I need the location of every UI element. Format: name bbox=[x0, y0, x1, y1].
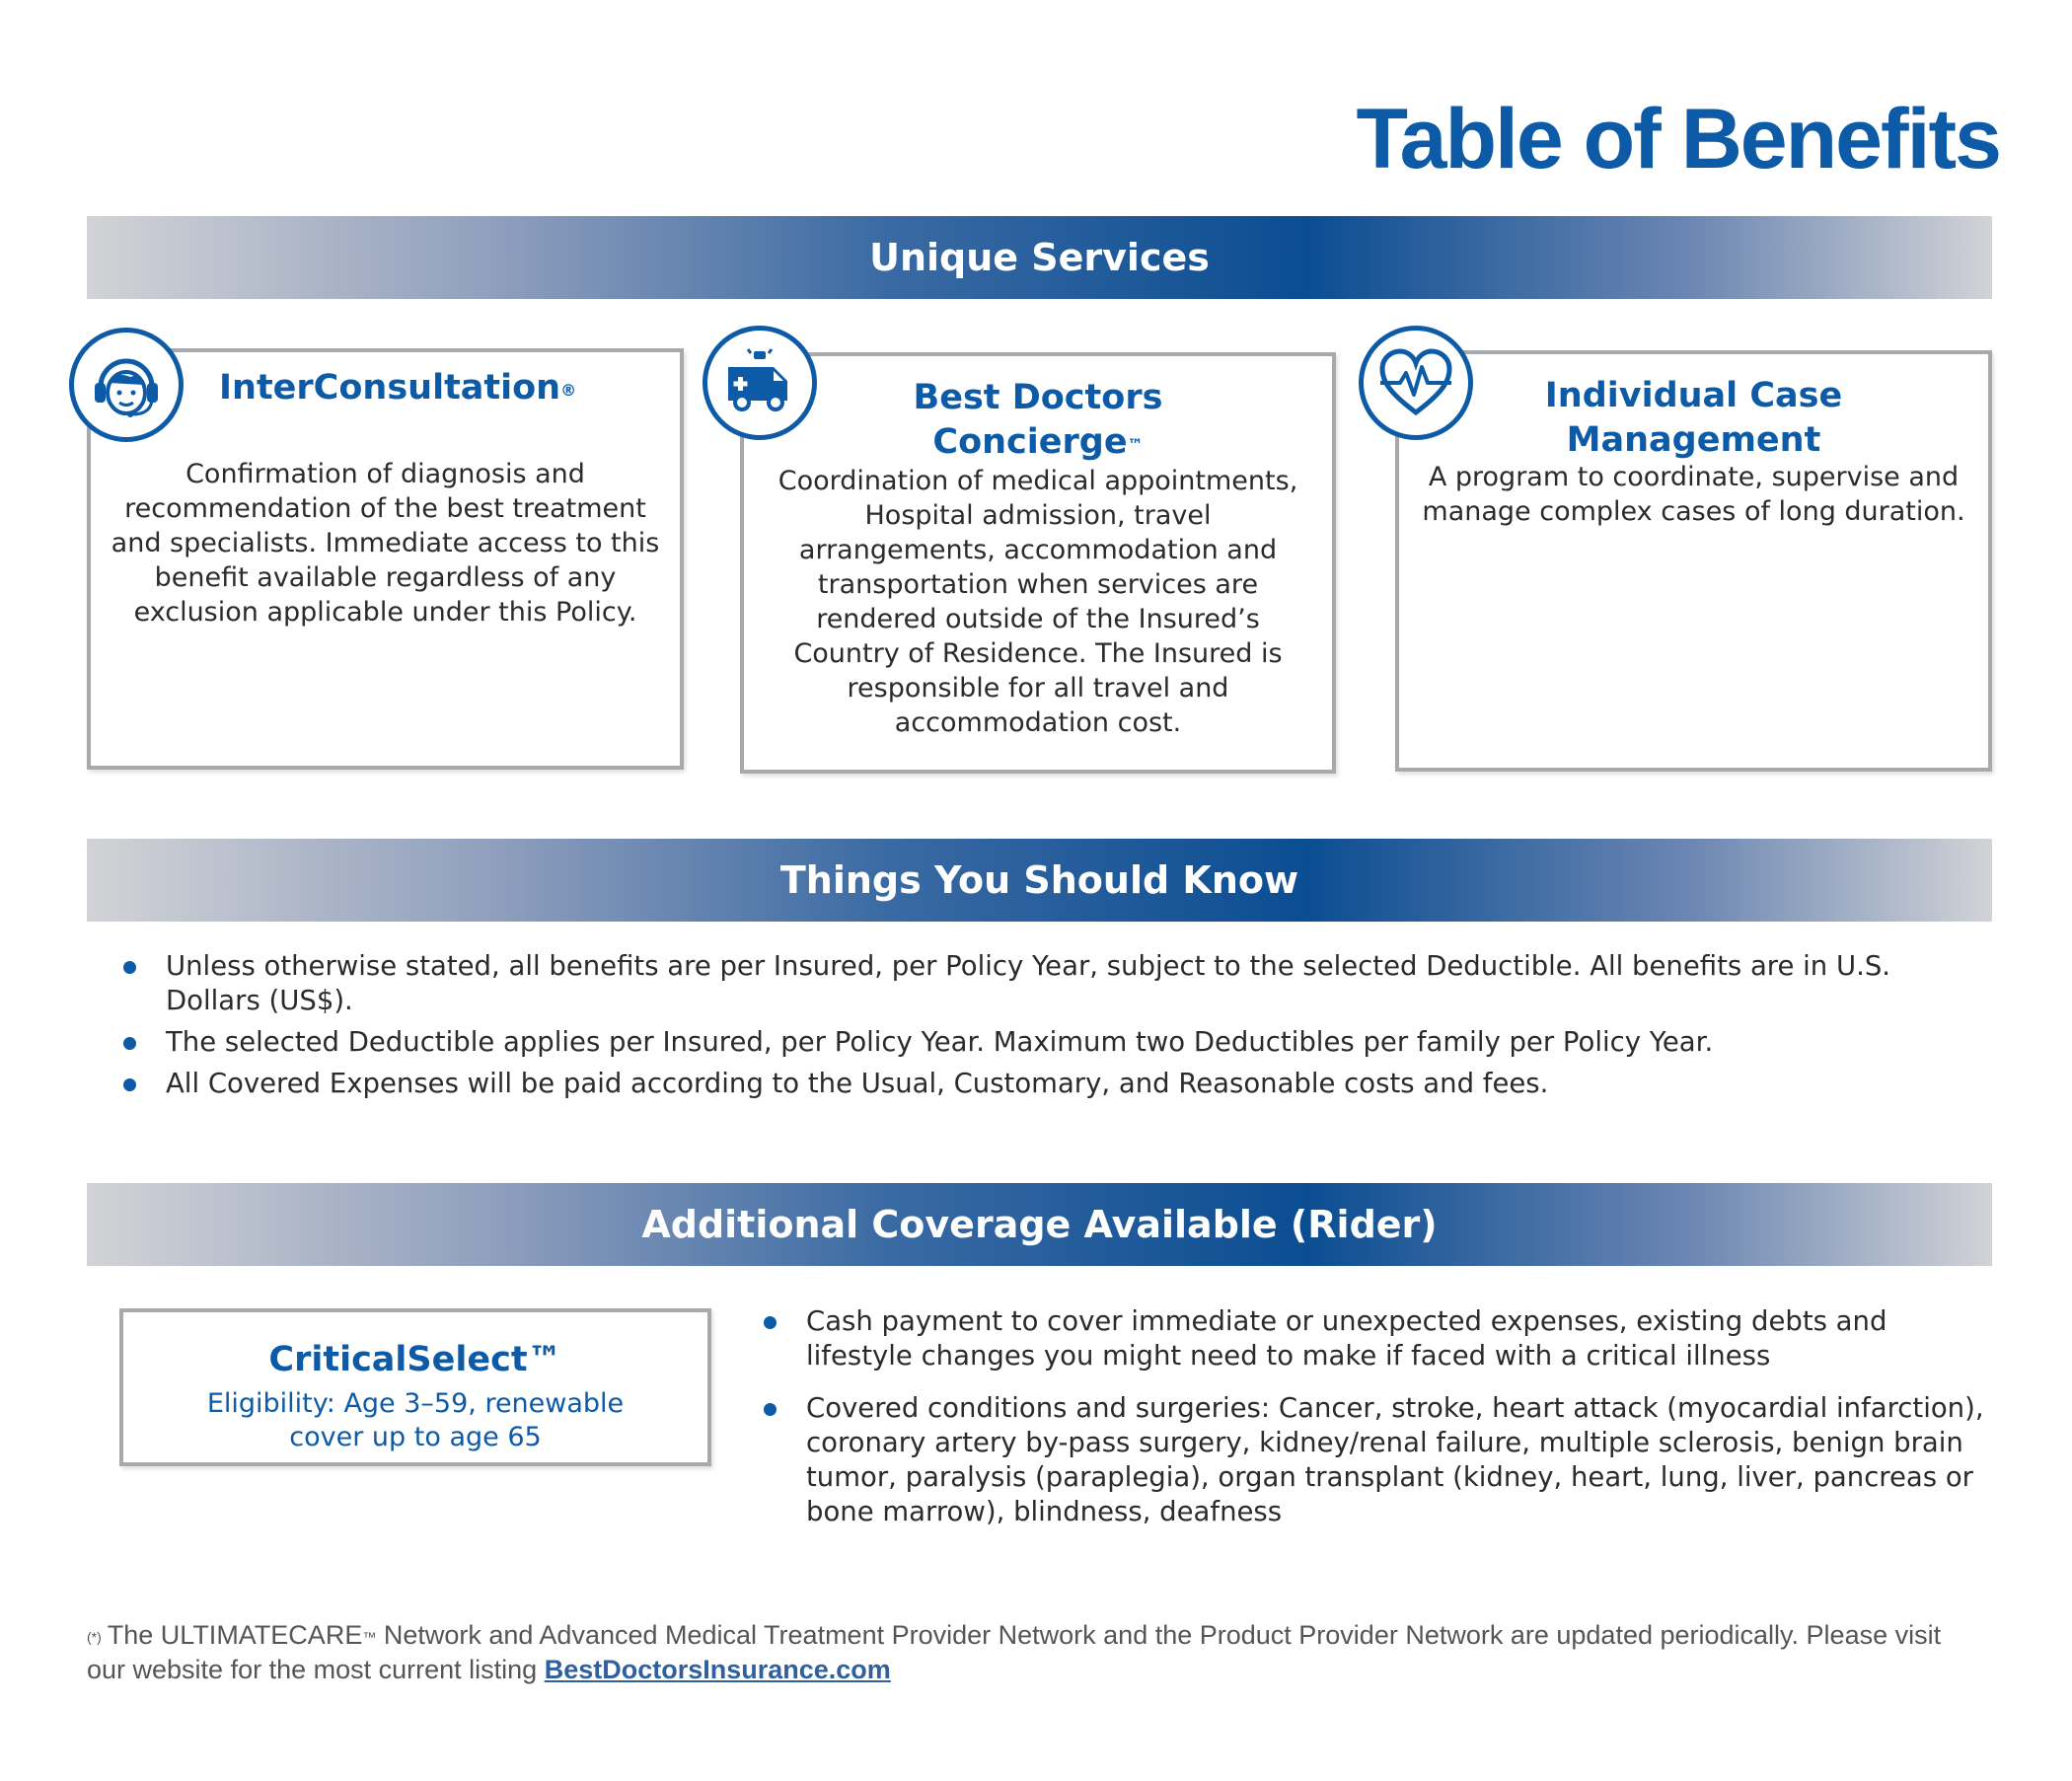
card-description: A program to coordinate, supervise and manage complex cases of long duration. bbox=[1422, 462, 1965, 527]
section-header-unique-services: Unique Services bbox=[87, 216, 1992, 299]
list-item: All Covered Expenses will be paid according to the Usual, Customary, and Reasonable costs and fees. bbox=[116, 1067, 1991, 1101]
rider-eligibility: Eligibility: Age 3–59, renewable cover up to age 65 bbox=[206, 1388, 625, 1452]
list-item: Covered conditions and surgeries: Cancer, stroke, heart attack (myocardial infarction), coronary artery by-pass surgery, kidney/renal failure, multiple sclerosis, benign brain tumor, paralysis (paraplegia), organ transplant (kidney, heart, lung, liver, pancreas or bone marrow), blindness, deafness bbox=[760, 1391, 1993, 1529]
card-title: InterConsultation® bbox=[219, 368, 577, 408]
rider-card-criticalselect bbox=[119, 1308, 711, 1466]
rider-title: CriticalSelect™ bbox=[268, 1340, 562, 1379]
things-to-know-list bbox=[116, 949, 1991, 1108]
list-item: Unless otherwise stated, all benefits are per Insured, per Policy Year, subject to the selected Deductible. All benefits are in U.S. Dollars (US$). bbox=[116, 949, 1991, 1018]
page-title: Table of Benefits bbox=[1356, 92, 2000, 186]
list-item: The selected Deductible applies per Insured, per Policy Year. Maximum two Deductibles per family per Policy Year. bbox=[116, 1025, 1991, 1060]
benefit-card-case-management bbox=[1395, 350, 1992, 772]
headset-icon bbox=[69, 328, 184, 442]
card-title: Individual Case Management bbox=[1544, 376, 1843, 460]
heart-pulse-icon bbox=[1359, 326, 1473, 440]
ambulance-icon bbox=[703, 326, 817, 440]
rider-benefits-list bbox=[760, 1304, 1993, 1547]
section-header-things-to-know: Things You Should Know bbox=[87, 839, 1992, 922]
benefit-card-concierge bbox=[740, 352, 1336, 774]
card-title: Best Doctors Concierge™ bbox=[913, 378, 1163, 462]
website-link[interactable]: BestDoctorsInsurance.com bbox=[544, 1655, 891, 1684]
card-description: Coordination of medical appointments, Hospital admission, travel arrangements, accommodation and transportation when services are rendered outside of the Insured’s Country of Residence. The Insured is responsible for all travel and accommodation cost. bbox=[777, 466, 1298, 738]
footnote-mark: (*) bbox=[87, 1629, 102, 1645]
footnote: (*) The ULTIMATECARE™ Network and Advanced Medical Treatment Provider Network and the Product Provider Network are updated periodically. Please visit our website for the most current listing BestDoctorsInsurance.com bbox=[87, 1620, 1942, 1684]
section-header-additional-coverage: Additional Coverage Available (Rider) bbox=[87, 1183, 1992, 1266]
card-description: Confirmation of diagnosis and recommendation of the best treatment and specialists. Immediate access to this benefit available regardless of any exclusion applicable under this Policy. bbox=[111, 459, 660, 628]
list-item: Cash payment to cover immediate or unexpected expenses, existing debts and lifestyle changes you might need to make if faced with a critical illness bbox=[760, 1304, 1993, 1373]
